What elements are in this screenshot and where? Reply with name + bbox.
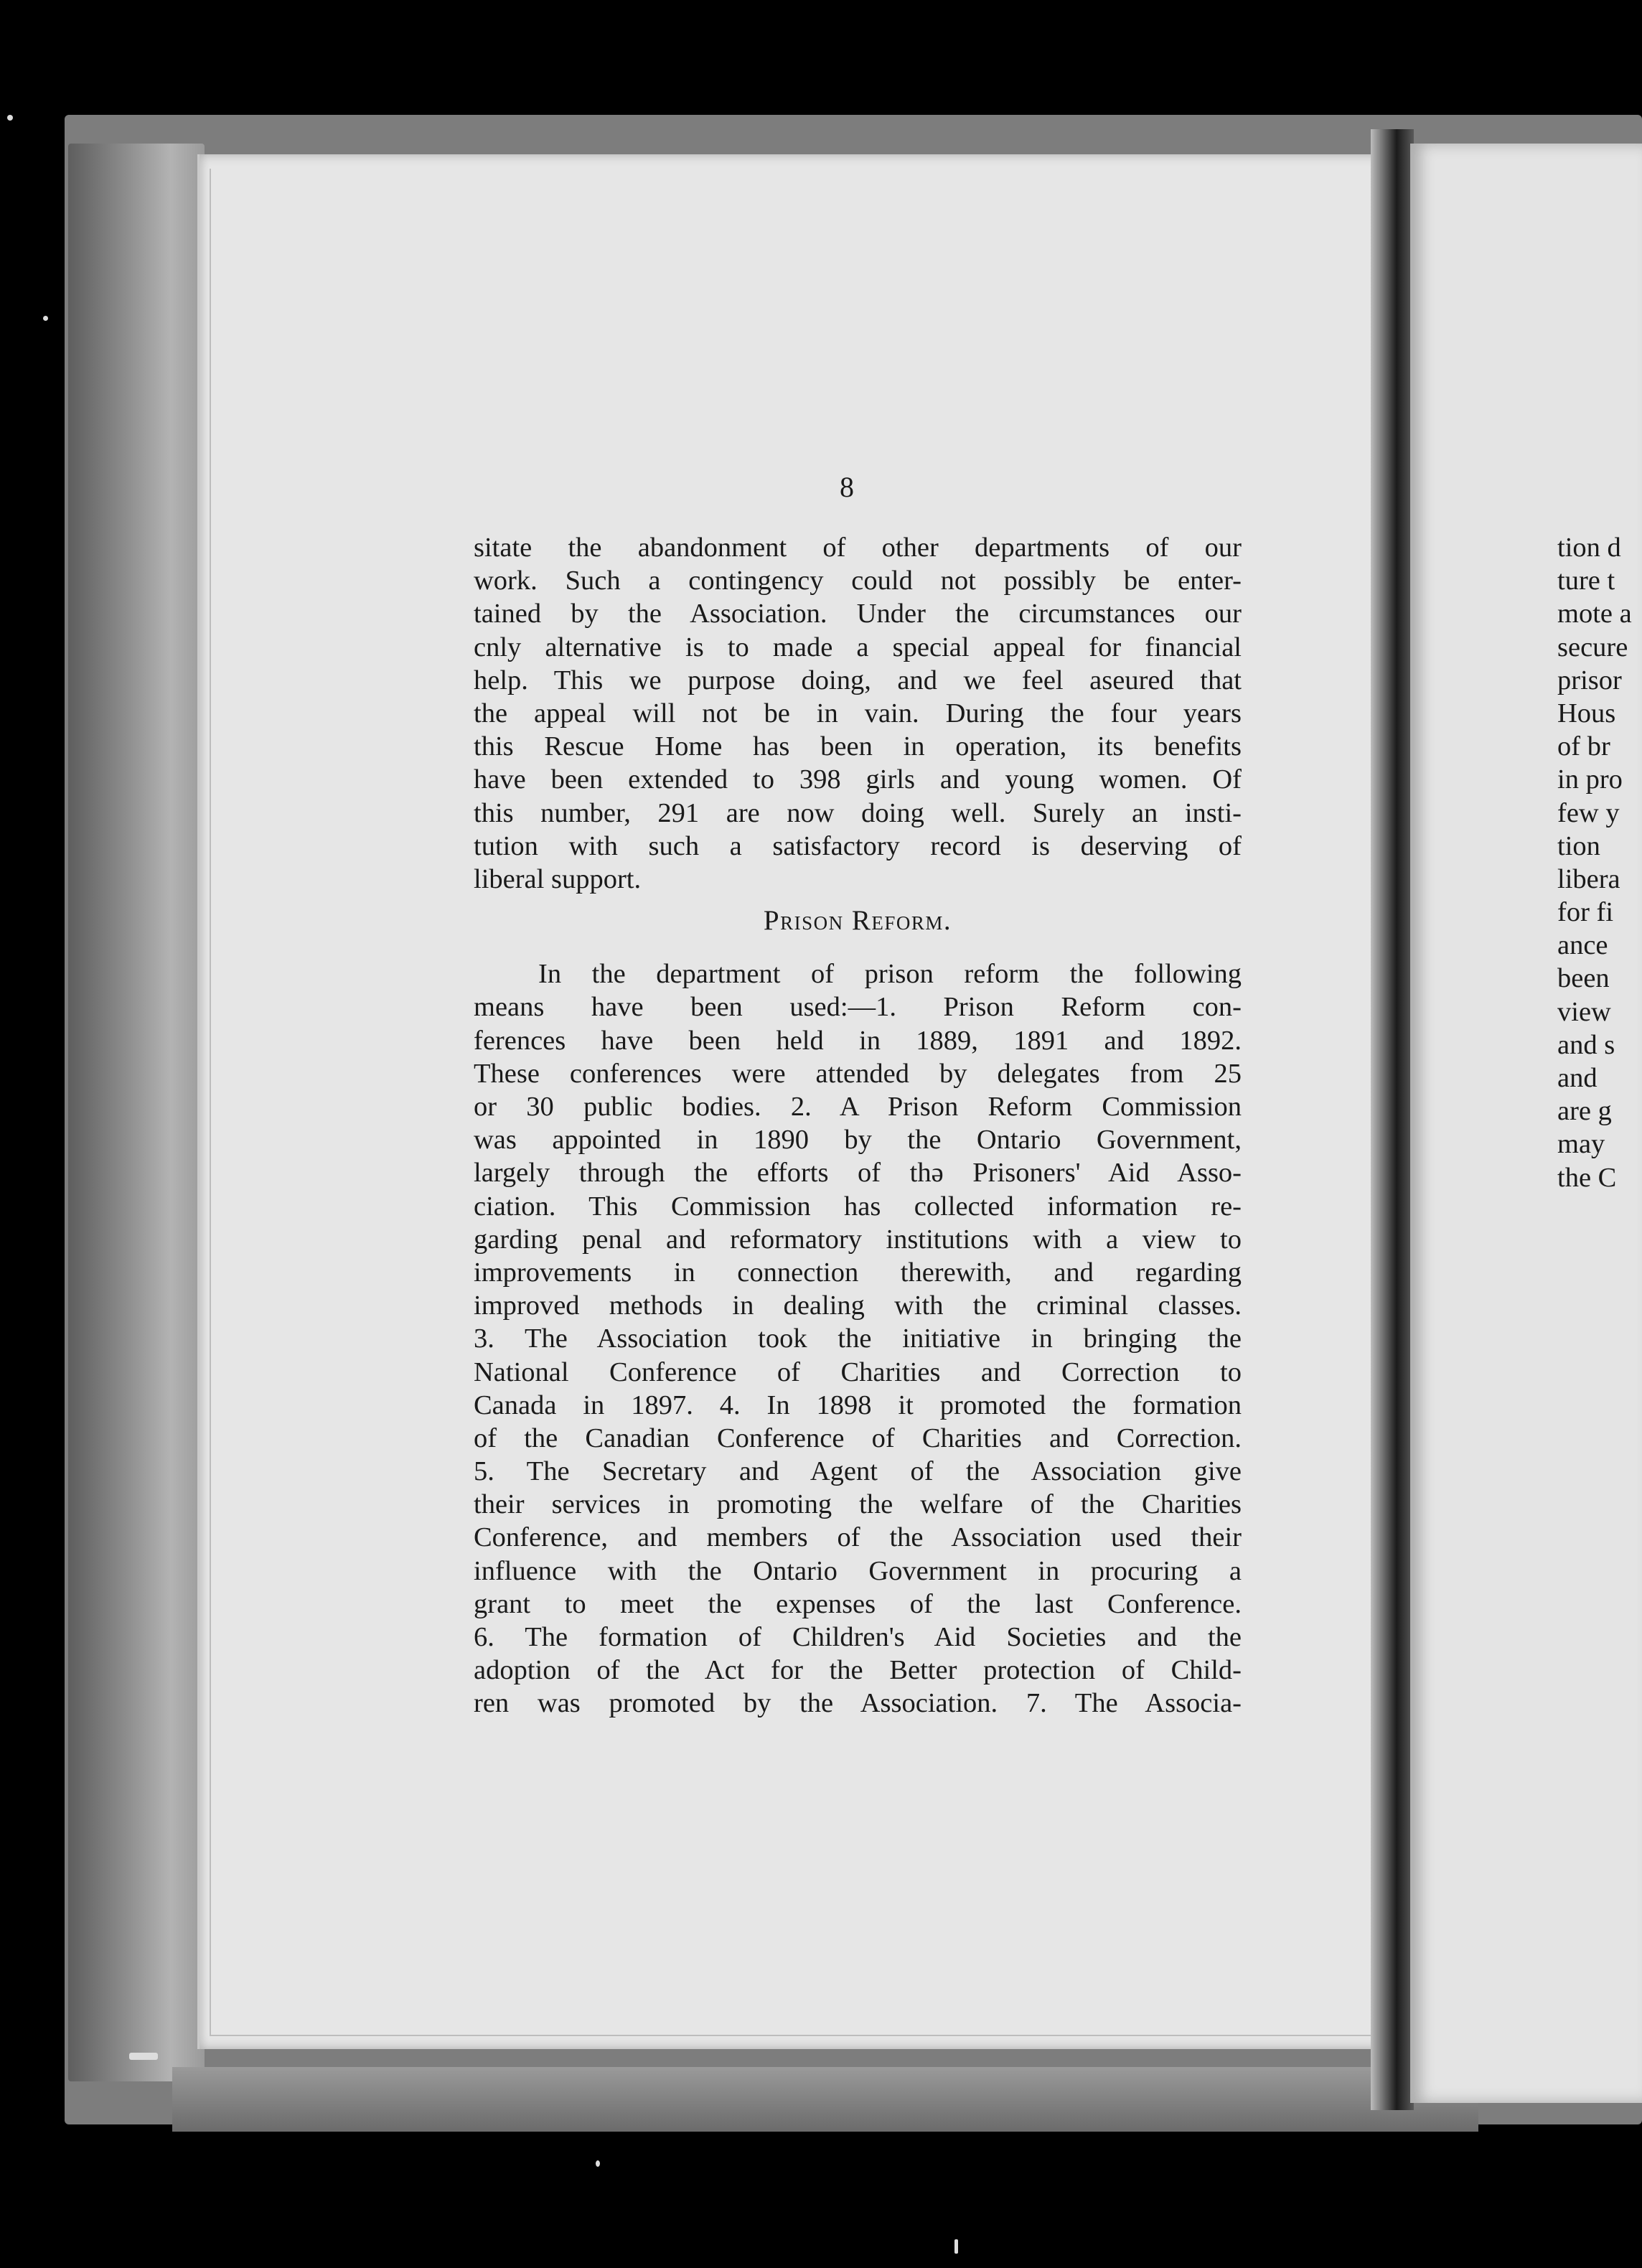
facing-line: and <box>1557 1063 1598 1093</box>
text-line: ren was promoted by the Association. 7. The Associa- <box>474 1688 1242 1719</box>
text-line: Canada in 1897. 4. In 1898 it promoted the formation <box>474 1390 1242 1420</box>
text-line: tained by the Association. Under the circumstances our <box>474 599 1242 629</box>
facing-line: may <box>1557 1129 1605 1160</box>
facing-line: Hous <box>1557 698 1616 728</box>
text-line: means have been used:—1. Prison Reform con- <box>474 992 1242 1023</box>
text-line: ferences have been held in 1889, 1891 and 1892. <box>474 1025 1242 1056</box>
text-line: garding penal and reformatory institutions with a view to <box>474 1224 1242 1255</box>
text-line: 3. The Association took the initiative in bringing the <box>474 1323 1242 1354</box>
text-line: 5. The Secretary and Agent of the Association give <box>474 1456 1242 1487</box>
book-gutter <box>1371 129 1414 2110</box>
text-line: cnly alternative is to made a special appeal for financial <box>474 632 1242 662</box>
facing-line: libera <box>1557 863 1620 894</box>
body-text <box>474 531 1242 1720</box>
text-line: have been extended to 398 girls and young women. Of <box>474 764 1242 795</box>
text-line: tution with such a satisfactory record is deserving of <box>474 830 1242 861</box>
facing-line: secure <box>1557 632 1628 662</box>
text-line: work. Such a contingency could not possibly be enter- <box>474 566 1242 596</box>
text-line: These conferences were attended by delegates from 25 <box>474 1058 1242 1089</box>
text-line: improved methods in dealing with the criminal classes. <box>474 1290 1242 1321</box>
facing-line: been <box>1557 963 1610 994</box>
text-line: In the department of prison reform the following <box>538 959 1242 990</box>
text-line: help. This we purpose doing, and we feel aseured that <box>474 665 1242 695</box>
text-line: adoption of the Act for the Better protection of Child- <box>474 1655 1242 1686</box>
scan-speck <box>7 115 13 121</box>
facing-line: for fi <box>1557 897 1614 928</box>
text-line: the appeal will not be in vain. During the four years <box>474 698 1242 728</box>
cover-bottom-edge <box>172 2067 1478 2132</box>
text-line: largely through the efforts of thə Prisoners' Aid Asso- <box>474 1158 1242 1189</box>
text-line: was appointed in 1890 by the Ontario Government, <box>474 1125 1242 1156</box>
facing-line: few y <box>1557 797 1620 828</box>
text-line: liberal support. <box>474 863 642 894</box>
text-line: National Conference of Charities and Correction to <box>474 1356 1242 1387</box>
text-line: grant to meet the expenses of the last Conference. <box>474 1588 1242 1619</box>
text-line: 6. The formation of Children's Aid Societies and the <box>474 1622 1242 1652</box>
scan-speck <box>954 2239 958 2254</box>
facing-line: ance <box>1557 930 1608 961</box>
facing-page-text <box>1557 531 1642 1194</box>
facing-line: ture t <box>1557 566 1615 596</box>
facing-line: in pro <box>1557 764 1623 795</box>
text-line: sitate the abandonment of other departments of our <box>474 533 1242 563</box>
facing-line: are g <box>1557 1096 1612 1127</box>
text-line: influence with the Ontario Government in procuring a <box>474 1555 1242 1586</box>
text-line: of the Canadian Conference of Charities and Correction. <box>474 1423 1242 1453</box>
facing-line: prisor <box>1557 665 1622 695</box>
scan-speck <box>43 316 48 321</box>
text-line: or 30 public bodies. 2. A Prison Reform Commission <box>474 1092 1242 1122</box>
facing-line: mote a <box>1557 599 1632 629</box>
facing-line: the C <box>1557 1162 1617 1193</box>
facing-line: tion <box>1557 830 1600 861</box>
text-line: this number, 291 are now doing well. Surely an insti- <box>474 797 1242 828</box>
text-line: this Rescue Home has been in operation, its benefits <box>474 731 1242 762</box>
text-line: their services in promoting the welfare of the Charities <box>474 1489 1242 1520</box>
page-edges <box>68 144 205 2081</box>
text-line: improvements in connection therewith, and regarding <box>474 1257 1242 1288</box>
facing-line: tion d <box>1557 533 1621 563</box>
scan-speck <box>129 2053 158 2060</box>
facing-line: and s <box>1557 1029 1615 1060</box>
page-number: 8 <box>840 471 854 503</box>
facing-line: of br <box>1557 731 1610 762</box>
section-heading: Prison Reform. <box>763 905 952 937</box>
text-line: ciation. This Commission has collected information re- <box>474 1191 1242 1222</box>
text-line: Conference, and members of the Association used their <box>474 1522 1242 1553</box>
facing-line: view <box>1557 996 1611 1027</box>
scan-speck <box>596 2160 600 2167</box>
